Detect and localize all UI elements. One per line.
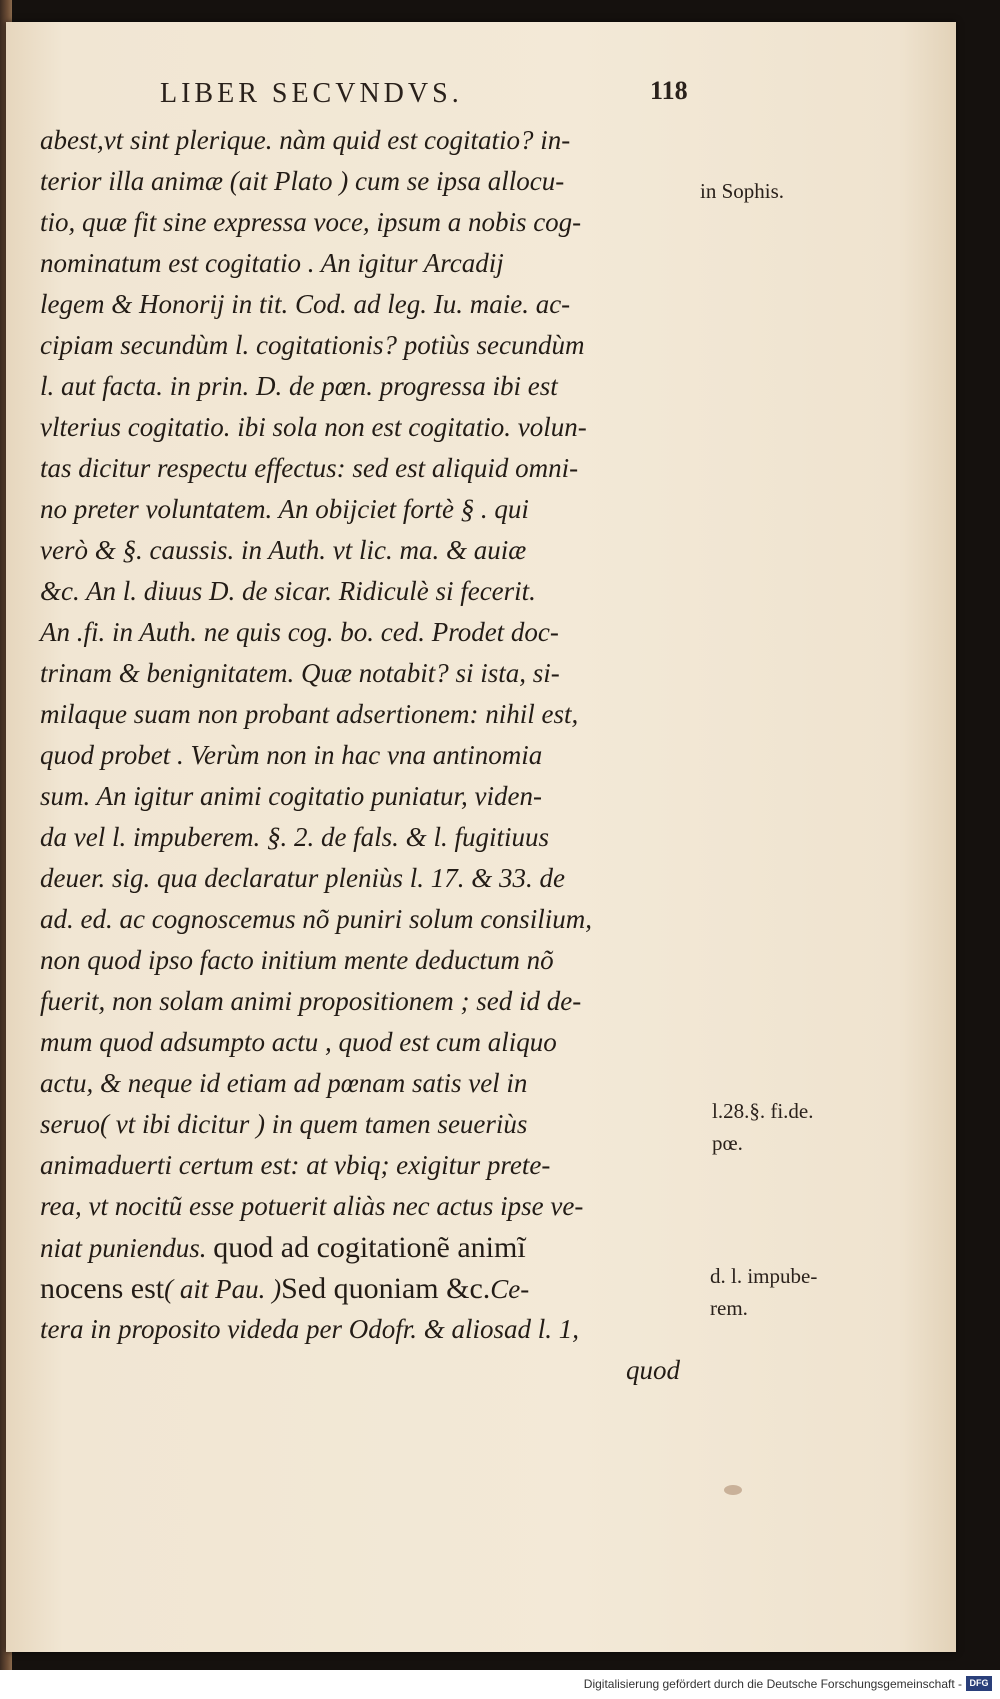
main-text-block — [40, 120, 700, 1391]
funding-credit: Digitalisierung gefördert durch die Deutsche Forschungsgemeinschaft - — [583, 1677, 962, 1691]
text-line: tas dicitur respectu effectus: sed est aliquid omni- — [40, 453, 579, 483]
marginal-note-line: l.28.§. fi.de. — [712, 1099, 814, 1123]
text-line: milaque suam non probant adsertionem: nihil est, — [40, 699, 579, 729]
marginal-note-line: d. l. impube- — [710, 1264, 818, 1288]
text-segment-roman: nocens est — [40, 1272, 165, 1305]
marginal-note: in Sophis. — [700, 179, 785, 203]
text-segment-italic: niat puniendus. — [40, 1233, 207, 1263]
dfg-logo: DFG — [966, 1676, 992, 1691]
text-line: &c. An l. diuus D. de sicar. Ridiculè si fecerit. — [40, 576, 536, 606]
marginal-note-line: rem. — [710, 1296, 748, 1320]
text-line: fuerit, non solam animi propositionem ; sed id de- — [40, 986, 582, 1016]
ink-smudge — [724, 1485, 742, 1495]
text-line-mixed — [40, 1268, 700, 1309]
text-line: tio, quæ fit sine expressa voce, ipsum a nobis cog- — [40, 207, 582, 237]
text-line: seruo( vt ibi dicitur ) in quem tamen seueriùs — [40, 1109, 528, 1139]
text-line: cipiam secundùm l. cogitationis? potiùs secundùm — [40, 330, 585, 360]
text-line: animaduerti certum est: at vbiq; exigitur prete- — [40, 1150, 551, 1180]
text-line: rea, vt nocitũ esse potuerit aliàs nec actus ipse ve- — [40, 1191, 584, 1221]
text-line: vlterius cogitatio. ibi sola non est cogitatio. volun- — [40, 412, 587, 442]
text-line: tera in proposito videda per Odofr. & aliosad l. 1, — [40, 1314, 579, 1344]
text-line: da vel l. impuberem. §. 2. de fals. & l. fugitiuus — [40, 822, 549, 852]
text-segment-roman: quod ad cogitationẽ animĩ — [213, 1231, 526, 1264]
text-line: trinam & benignitatem. Quæ notabit? si ista, si- — [40, 658, 560, 688]
text-line: verò & §. caussis. in Auth. vt lic. ma. & auiæ — [40, 535, 527, 565]
text-line: non quod ipso facto initium mente deductum nõ — [40, 945, 554, 975]
text-segment-roman: Sed quoniam &c. — [281, 1272, 491, 1305]
marginal-note — [710, 1260, 817, 1324]
text-line: actu, & neque id etiam ad pœnam satis vel in — [40, 1068, 528, 1098]
text-line: deuer. sig. qua declaratur pleniùs l. 17. & 33. de — [40, 863, 565, 893]
page-number: 118 — [650, 76, 688, 105]
catchword: quod — [626, 1355, 680, 1385]
marginal-note-line: pœ. — [712, 1131, 743, 1155]
text-line-mixed — [40, 1227, 700, 1268]
text-line: sum. An igitur animi cogitatio puniatur, viden- — [40, 781, 542, 811]
marginal-note — [712, 1095, 813, 1159]
text-line: ad. ed. ac cognoscemus nõ puniri solum consilium, — [40, 904, 592, 934]
text-line: l. aut facta. in prin. D. de pœn. progressa ibi est — [40, 371, 558, 401]
text-line: An .fi. in Auth. ne quis cog. bo. ced. Prodet doc- — [40, 617, 559, 647]
text-line: no preter voluntatem. An obijciet fortè § . qui — [40, 494, 529, 524]
text-line: quod probet . Verùm non in hac vna antinomia — [40, 740, 543, 770]
running-title: LIBER SECVNDVS. — [160, 78, 463, 109]
text-line: mum quod adsumpto actu , quod est cum aliquo — [40, 1027, 557, 1057]
text-line: abest,vt sint plerique. nàm quid est cogitatio? in- — [40, 125, 571, 155]
text-line: legem & Honorij in tit. Cod. ad leg. Iu. maie. ac- — [40, 289, 571, 319]
text-line: nominatum est cogitatio . An igitur Arcadij — [40, 248, 504, 278]
text-segment-italic: ( ait Pau. ) — [164, 1274, 282, 1304]
text-segment-italic: Ce- — [490, 1274, 530, 1304]
footer-bar — [0, 1670, 1000, 1699]
text-line: terior illa animæ (ait Plato ) cum se ipsa allocu- — [40, 166, 565, 196]
